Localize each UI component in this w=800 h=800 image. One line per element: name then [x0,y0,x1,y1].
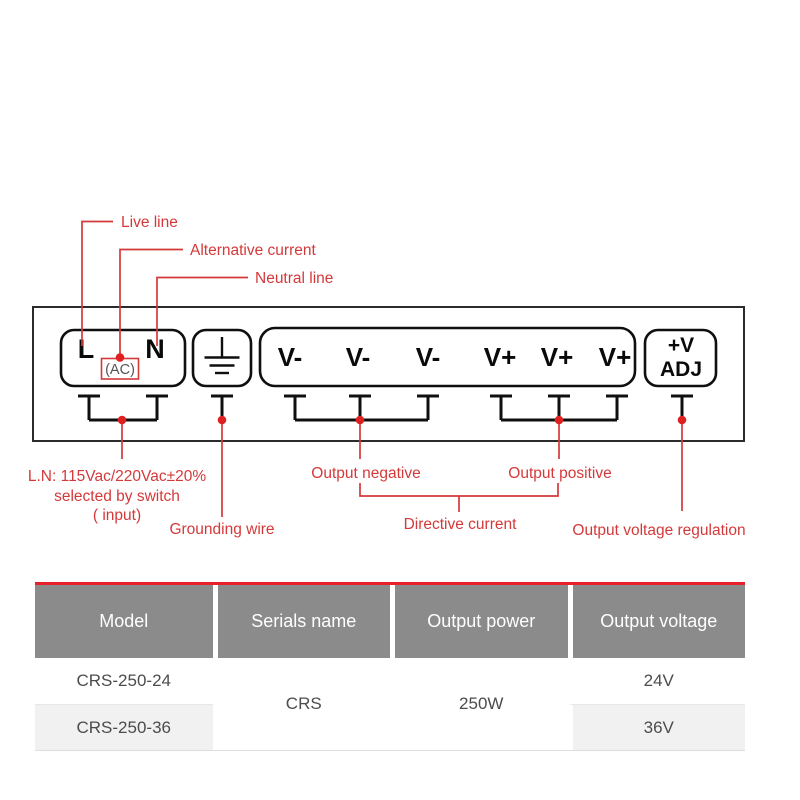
grounding-wire-label: Grounding wire [169,521,275,538]
adj-label-line1: +V [667,334,695,357]
output-positive-label: Output positive [508,465,612,482]
output-voltage-regulation-label: Output voltage regulation [572,522,746,539]
cell-voltage-2: 36V [568,704,746,750]
header-output-voltage: Output voltage [568,585,746,658]
terminal-vplus-1: V+ [483,342,517,372]
input-spec-line3: ( input) [92,507,142,524]
input-spec-line1: L.N: 115Vac/220Vac±20% [27,468,207,485]
cell-model-1: CRS-250-24 [35,658,213,704]
output-negative-label: Output negative [311,465,421,482]
spec-table [35,582,745,751]
terminal-block-adj [645,330,716,386]
live-line-label: Live line [121,214,178,231]
spec-table-row-1 [35,658,745,704]
alternative-current-label: Alternative current [190,242,316,259]
terminal-vplus-2: V+ [540,342,574,372]
terminal-block-outputs [260,328,635,386]
cell-voltage-1: 24V [568,658,746,704]
terminal-block-ground [193,330,251,386]
neutral-line-label: Neutral line [255,270,334,287]
cell-output-power: 250W [390,658,568,750]
header-output-power: Output power [390,585,568,658]
terminal-vminus-3: V- [415,342,441,372]
terminal-live-label: L [77,334,95,364]
terminal-vplus-3: V+ [598,342,632,372]
cell-serials-name: CRS [213,658,391,750]
spec-table-header-row [35,585,745,658]
directive-current-label: Directive current [403,516,517,533]
ac-label: (AC) [105,362,135,378]
input-spec-line2: selected by switch [54,488,180,505]
terminal-neutral-label: N [145,334,165,364]
adj-label-line2: ADJ [659,358,703,381]
header-serials-name: Serials name [213,585,391,658]
terminal-vminus-1: V- [277,342,303,372]
header-model: Model [35,585,213,658]
cell-model-2: CRS-250-36 [35,704,213,750]
terminal-vminus-2: V- [345,342,371,372]
